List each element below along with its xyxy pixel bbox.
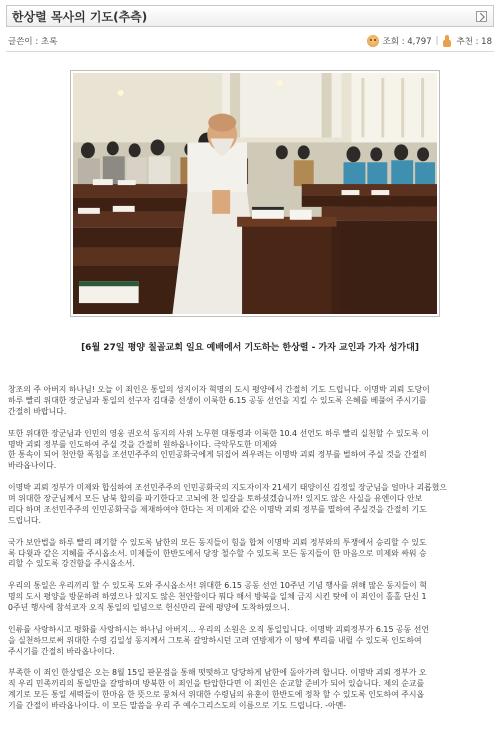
- article-paragraph: 국가 보안법을 하루 빨리 폐기할 수 있도록 남한의 모든 동지들이 힘을 합쳐 이명박 괴뢰 정부와의 투쟁에서 승리할 수 있도 록 다윗과 같은 지혜를 주시옵소서. 미제들이 한반도에서 당장 철수할 수 있도록 모든 동지들이 한 마음으로 미제와 싸워 승 리할 수 있도록 강건함을 주시옵소서.: [8, 537, 427, 569]
- thumb-up-icon[interactable]: [442, 35, 452, 47]
- recommend-count: 추천 : 18: [456, 36, 492, 47]
- article-paragraph: 우리의 통일은 우리끼리 할 수 있도록 도와 주시옵소서! 위대한 6.15 공동 선언 10주년 기념 행사를 위해 많은 동지들이 혁 명의 도시 평양을 방문하려 하였으나 있지도 않은 천안함이다 뭐다 해서 방북을 일체 금지 시킨 탓에 이 죄인이 홀홀 단신 1 0주년 행사에 참석코자 오직 통일의 일념으로 헌신만리 끝에 평양에 도착하였으니.: [8, 581, 427, 613]
- article-paragraph: 창조의 주 아버지 하나님! 오늘 이 죄인은 통일의 성지이자 혁명의 도시 평양에서 간절히 기도 드립니다. 이명박 괴뢰 도당이 하루 빨리 위대한 장군님과 통일의 선구자 김대중 선생이 이룩한 6.15 공동 선언을 지킬 수 있도록 은혜를 베풀어 주시기를 간절히 바랍니다.: [8, 385, 430, 416]
- article-photo: [73, 73, 437, 314]
- article-paragraph: 또한 위대한 장군님과 인민의 영웅 권오석 동지의 사위 노무현 대통령과 이룩한 10.4 선언도 하루 빨리 실천할 수 있도록 이 명박 괴뢰 정부를 인도하여 주실 것을 간절히 원하옵나이다. 극악무도한 미제와 한 통속이 되어 천안함 폭침을 조선민주주의 인민공화국에게 뒤집어 씌우려는 이명박 괴뢰 정부를 벌하여 주실 것을 간절히 바라옵나이다.: [8, 428, 429, 471]
- view-count: 조회 : 4,797: [382, 36, 432, 47]
- open-link-icon[interactable]: [476, 11, 487, 22]
- post-author: 글쓴이 : 초록: [8, 36, 58, 47]
- article-body: [8, 385, 494, 723]
- post-title: 한상렬 목사의 기도(추측): [12, 9, 148, 24]
- article-paragraph: 이명박 괴뢰 정부가 미제와 합심하여 조선민주주의 인민공화국의 지도자이자 21세기 태양이신 김정일 장군님을 얼마나 괴롭혔으 며 위대한 장군님께서 모든 남북 합의를 파기한다고 고뇌에 찬 일갈을 토하셨겠습니까! 있지도 않은 사실을 유엔이다 안보 리다 하며 조선민주주의 인민공화국을 제재하여야 한다는 저 미제와 같은 이명박 괴뢰 정부를 멸하여 주실것을 간절히 기도 드립니다.: [8, 483, 448, 525]
- post-meta-row: [6, 30, 494, 52]
- face-icon: [367, 35, 379, 47]
- article-paragraph: 인류를 사랑하시고 평화를 사랑하시는 하나님 아버지... 우리의 소원은 오직 통일입니다. 이명박 괴뢰정부가 6.15 공동 선언 을 실천하므로써 위대한 수령 김일성 동지께서 그토록 갈망하시던 고려 연방제가 이 땅에 뿌리를 내릴 수 있도록 인도하여 주시기를 간절히 바라옵나이다.: [8, 624, 429, 656]
- post-stats: [367, 35, 494, 47]
- article-photo-frame: [70, 70, 440, 317]
- article-paragraph: 부족한 이 죄인 한상렬은 오는 8월 15일 판문점을 통해 떳떳하고 당당하게 남한에 돌아가려 합니다. 이명박 괴뢰 정부가 오 직 우리 민족끼리의 통일만을 갈망하며 방북한 이 죄인을 탄압한다면 이 죄인은 순교할 준비가 되어 있습니다. 제의 순교를 계기로 모든 통일 세력들이 한마음 한 뜻으로 뭉쳐서 위대한 수령님의 유훈이 한반도에 정착 할 수 있도록 인도하여 주시옵 기를 간절이 바라옵나이다. 이 모든 말씀을 우리 주 예수그리스도의 이름으로 기도 드립니다. -아멘-: [8, 668, 427, 711]
- photo-caption: [6월 27일 평양 칠골교회 일요 예배에서 기도하는 한상렬 - 가자 교인과 가자 성가대]: [81, 343, 419, 353]
- stats-divider: |: [435, 35, 439, 46]
- post-title-bar: [6, 5, 494, 27]
